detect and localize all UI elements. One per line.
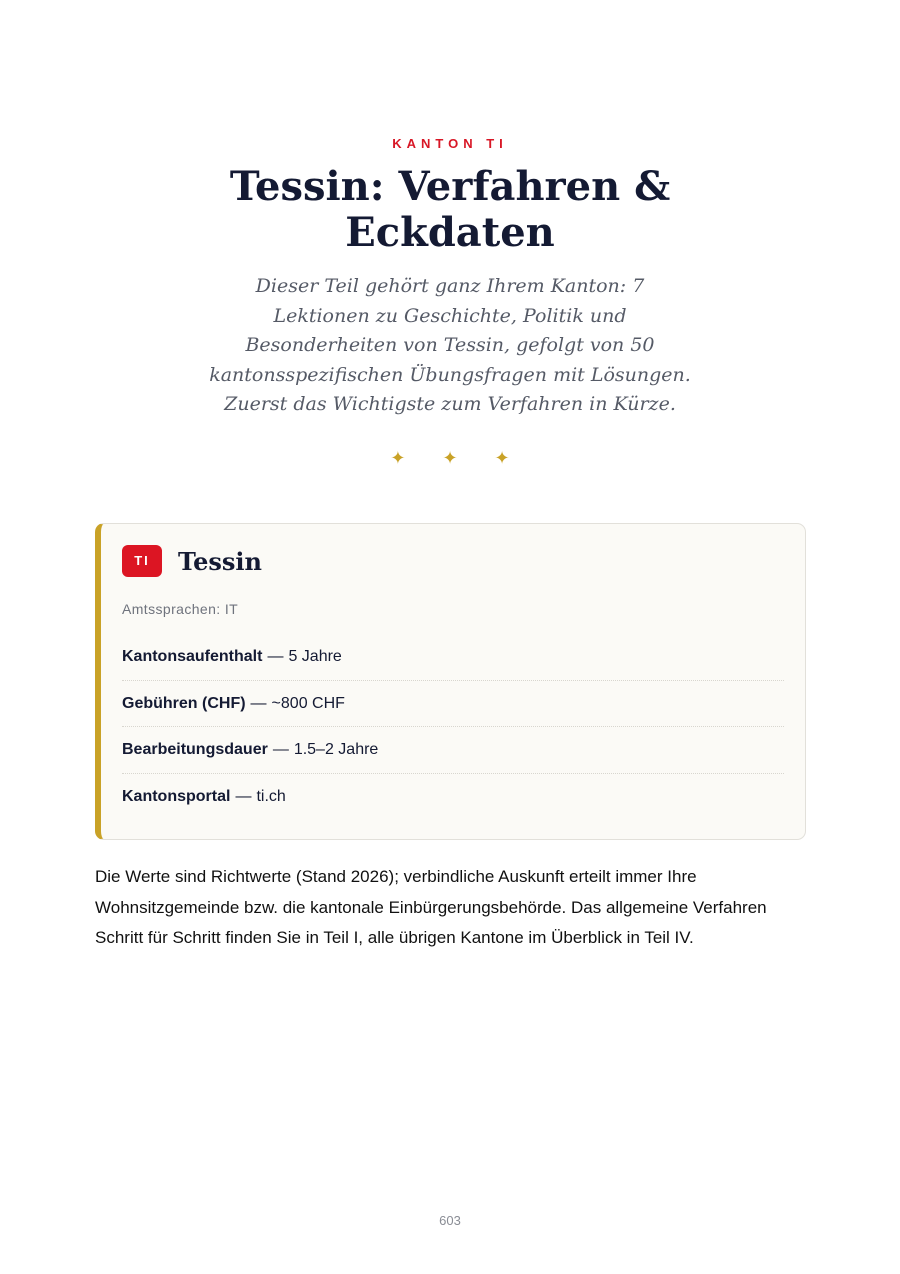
canton-eyebrow: KANTON TI [392,136,508,151]
fact-separator: — [250,694,267,712]
fact-row-portal [122,774,784,820]
star-ornament-icon: ✦ ✦ ✦ [390,448,526,468]
fact-row-residence [122,634,784,681]
disclaimer-note: Die Werte sind Richtwerte (Stand 2026); verbindliche Auskunft erteilt immer Ihre Wohnsitzgemeinde bzw. die kantonale Einbürgerungsbehörde. Das allgemeine Verfahren Schritt für Schritt finden Sie in Teil I, alle übrigen Kantone im Überblick in Teil IV. [95,867,767,947]
fact-label: Kantonsaufenthalt [122,648,263,665]
fact-label: Bearbeitungsdauer [122,741,268,758]
fact-separator: — [267,648,284,665]
intro-text: Dieser Teil gehört ganz Ihrem Kanton: 7 Lektionen zu Geschichte, Politik und Besonderheiten von Tessin, gefolgt von 50 kantonsspezifischen Übungsfragen mit Lösungen. Zuerst das Wichtigste zum Verfahren in Kürze. [209,275,691,415]
card-header [122,544,262,578]
fact-separator: — [272,741,289,758]
official-languages: Amtssprachen: IT [122,601,239,617]
fact-value: 5 Jahre [288,648,342,665]
page-title: Tessin: Verfahren & Eckdaten [229,163,671,256]
canton-facts-card [95,523,806,840]
canton-badge: TI [122,545,162,577]
fact-label: Gebühren (CHF) [122,694,246,712]
fact-label: Kantonsportal [122,787,231,805]
facts-list [122,634,784,819]
fact-value: ~800 CHF [271,694,345,712]
fact-row-fees [122,681,784,728]
card-title: Tessin [178,546,262,576]
fact-value: 1.5–2 Jahre [293,741,379,758]
fact-value: ti.ch [256,787,286,805]
fact-separator: — [235,787,252,805]
fact-row-duration [122,727,784,774]
page-number: 603 [439,1213,461,1228]
